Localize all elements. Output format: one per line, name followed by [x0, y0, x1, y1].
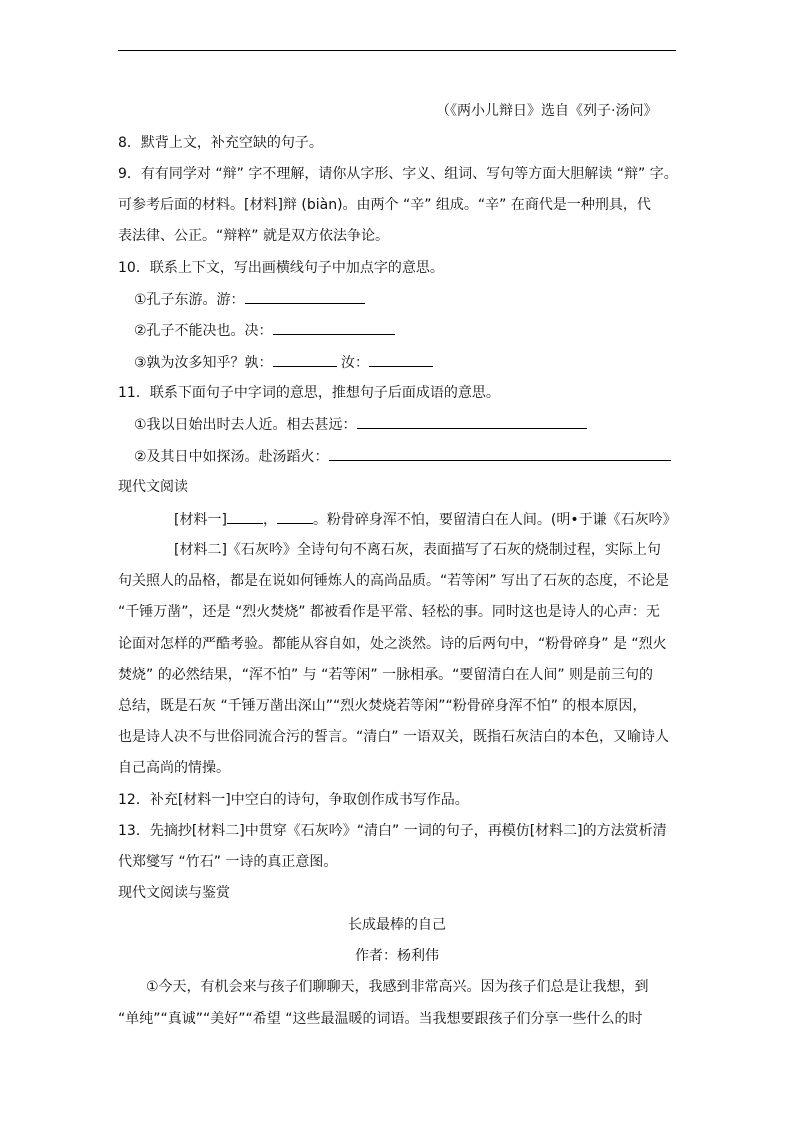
material-2-line-3: “千锤万凿”，还是 “烈火焚烧” 都被看作是平常、轻松的事。同时这也是诗人的心声：无 — [118, 604, 660, 620]
material-2-line-5: 焚烧” 的必然结果，“浑不怕” 与 “若等闲” 一脉相承。“要留清白在人间” 则是前三句的 — [118, 667, 654, 683]
material-2-line-1: [材料二]《石灰吟》全诗句句不离石灰，表面描写了石灰的烧制过程，实际上句 — [174, 542, 661, 558]
answer-blank[interactable] — [329, 446, 671, 461]
question-8: 8．默背上文，补充空缺的句子。 — [118, 135, 323, 151]
question-10-title: 10．联系上下文，写出画横线句子中加点字的意思。 — [118, 260, 444, 276]
answer-blank[interactable] — [245, 289, 365, 304]
question-9-line-2: 可参考后面的材料。[材料]辩 (biàn)。由两个 “辛” 组成。“辛” 在商代是一种刑具，代 — [118, 197, 651, 213]
answer-blank[interactable] — [273, 352, 337, 367]
article-title: 长成最棒的自己 — [348, 917, 446, 933]
material-1-text: 。粉骨碎身浑不怕，要留清白在人间。(明•于谦《石灰吟》 — [312, 512, 677, 528]
material-2-line-4: 论面对怎样的严酷考验。都能从容自如，处之淡然。诗的后两句中，“粉骨碎身” 是 “烈火 — [118, 636, 667, 652]
question-9-line-3: 表法律、公正。“辩粹” 就是双方依法争论。 — [118, 228, 389, 244]
question-10-item-3 — [134, 352, 433, 373]
question-10-item-3-text-b: 汝： — [341, 355, 370, 371]
question-13-line-2: 代郑燮写 “竹石” 一诗的真正意图。 — [118, 854, 338, 870]
question-12: 12．补充[材料一]中空白的诗句，争取创作成书写作品。 — [118, 792, 469, 808]
article-paragraph-1-line-1: ①今天，有机会来与孩子们聊聊天，我感到非常高兴。因为孩子们总是让我想，到 — [146, 979, 649, 995]
answer-blank[interactable] — [369, 352, 433, 367]
question-10-item-3-text-a: ③孰为汝多知乎？孰： — [134, 355, 273, 371]
material-2-line-8: 自己高尚的情操。 — [118, 760, 230, 776]
header-rule — [118, 50, 676, 51]
source-citation: （《两小儿辩日》选自《列子·汤问》 — [436, 103, 658, 119]
material-1-label: [材料一] — [174, 512, 227, 528]
material-2-line-2: 句关照人的品格，都是在说如何锤炼人的高尚品质。“若等闲” 写出了石灰的态度，不论是 — [118, 573, 669, 589]
answer-blank[interactable] — [277, 509, 313, 524]
question-10-item-1 — [134, 289, 365, 310]
answer-blank[interactable] — [273, 320, 395, 335]
question-10-item-2 — [134, 320, 395, 341]
question-11-item-2 — [134, 446, 671, 467]
question-10-item-2-text: ②孔子不能决也。决： — [134, 323, 273, 339]
question-10-item-1-text: ①孔子东游。游： — [134, 292, 245, 308]
material-1 — [174, 509, 677, 530]
section-heading-modern-appreciation: 现代文阅读与鉴赏 — [118, 885, 230, 901]
question-13-line-1: 13．先摘抄[材料二]中贯穿《石灰吟》“清白” 一词的句子，再模仿[材料二]的方法赏析清 — [118, 823, 667, 839]
article-author: 作者：杨利伟 — [355, 948, 439, 964]
section-heading-modern-reading: 现代文阅读 — [118, 479, 188, 495]
question-11-title: 11．联系下面句子中字词的意思，推想句子后面成语的意思。 — [118, 385, 500, 401]
answer-blank[interactable] — [357, 414, 587, 429]
question-11-item-1 — [134, 414, 587, 435]
article-paragraph-1-line-2: “单纯”“真诚”“美好”“希望 “这些最温暖的词语。当我想要跟孩子们分享一些什么的时 — [118, 1011, 643, 1027]
question-9-line-1: 9．有有同学对 “辩” 字不理解，请你从字形、字义、组词、写句等方面大胆解读 “辩” 字。 — [118, 166, 678, 182]
answer-blank[interactable] — [227, 509, 263, 524]
material-1-comma: ， — [262, 512, 277, 528]
question-11-item-2-text: ②及其日中如探汤。赴汤蹈火： — [134, 449, 329, 465]
material-2-line-7: 也是诗人决不与世俗同流合污的誓言。“清白” 一语双关，既指石灰洁白的本色，又喻诗人 — [118, 729, 669, 745]
material-2-line-6: 总结，既是石灰 “千锤万凿出深山”“烈火焚烧若等闲”“粉骨碎身浑不怕” 的根本原因， — [118, 698, 647, 714]
question-11-item-1-text: ①我以日始出时去人近。相去甚远： — [134, 417, 357, 433]
